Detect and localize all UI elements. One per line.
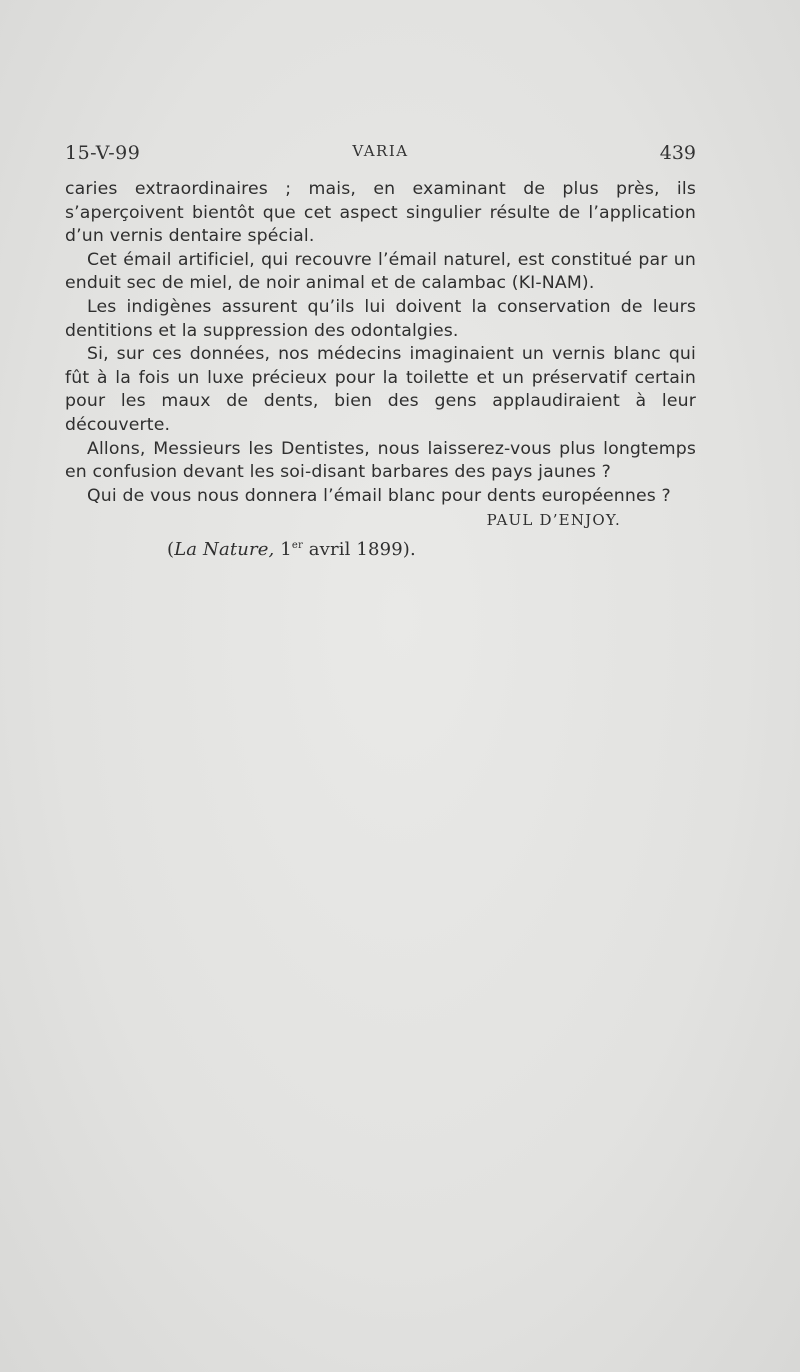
paragraph: Les indigènes assurent qu’ils lui doivent la conservation de leurs dentitions et la suppression des odontalgies. (65, 296, 696, 341)
paragraph: Si, sur ces données, nos médecins imaginaient un vernis blanc qui fût à la fois un luxe précieux pour la toilette et un préservatif certain pour les maux de dents, bien des gens applaudiraient à leur découverte. (65, 344, 696, 435)
citation-open: ( (167, 539, 175, 561)
author-signature: PAUL D’ENJOY. (486, 511, 621, 530)
citation-day: 1 (280, 539, 292, 561)
source-citation (65, 532, 696, 564)
header-date: 15-V-99 (65, 142, 141, 164)
citation-publication: La Nature, (174, 539, 275, 561)
header-section-title: VARIA (352, 142, 409, 160)
paragraph: caries extraordinaires ; mais, en examinant de plus près, ils s’aperçoivent bientôt que cet aspect singulier résulte de l’application d’un vernis dentaire spécial. (65, 179, 696, 247)
paragraph: Qui de vous nous donnera l’émail blanc pour dents européennes ? (87, 485, 671, 506)
page-number: 439 (659, 142, 696, 164)
paragraph: Allons, Messieurs les Dentistes, nous laisserez-vous plus longtemps en confusion devant les soi-disant barbares des pays jaunes ? (65, 438, 696, 483)
citation-day-suffix: er (291, 540, 303, 552)
running-header (65, 140, 696, 170)
citation-date: avril 1899). (302, 539, 416, 561)
paragraph: Cet émail artificiel, qui recouvre l’émail naturel, est constitué par un enduit sec de miel, de noir animal et de calambac (KI-NAM). (65, 249, 696, 294)
article-body (65, 178, 696, 564)
